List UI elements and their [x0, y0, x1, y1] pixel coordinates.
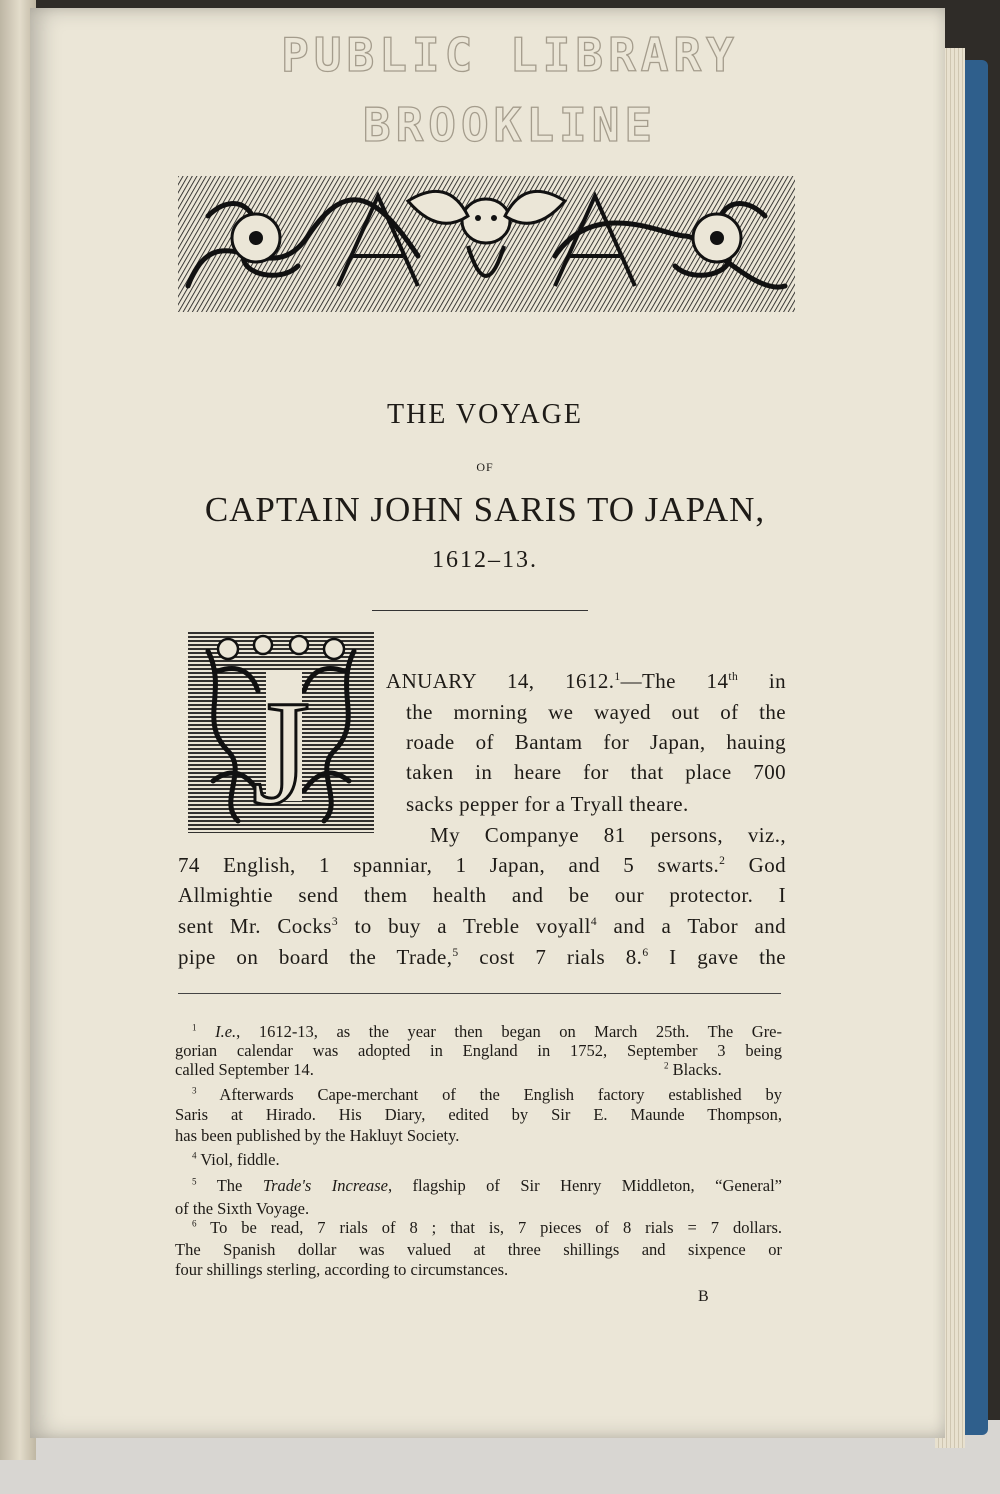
- footnote-1-line-2: gorian calendar was adopted in England in 1752, September 3 being: [175, 1041, 782, 1060]
- title-line-2: CAPTAIN JOHN SARIS TO JAPAN,: [204, 490, 766, 529]
- footnote-6-line-1: $^6$ To be read, 7 rials of 8 ; that is, 7 pieces of 8 rials = 7 dollars.: [192, 1218, 782, 1237]
- body-line-3: roade of Bantam for Japan, hauing: [406, 730, 786, 754]
- body-line-2: the morning we wayed out of the: [406, 700, 786, 724]
- footnote-rule: [178, 993, 781, 994]
- title-rule: [372, 610, 588, 611]
- title-of: OF: [476, 460, 494, 474]
- body-line-5: sacks pepper for a Tryall theare.: [406, 792, 689, 816]
- body-line-10: pipe on board the Trade,$^5$ cost 7 rials 8.$^6$ I gave the: [178, 945, 786, 969]
- body-line-8: Allmightie send them health and be our protector. I: [178, 883, 786, 907]
- footnote-3-line-2: Saris at Hirado. His Diary, edited by Sir E. Maunde Thompson,: [175, 1105, 782, 1124]
- initial-letter: J: [251, 670, 311, 833]
- body-line-1: ANUARY 14, 1612.$^1$—The 14th in: [386, 669, 786, 693]
- library-stamp-line-1: PUBLIC LIBRARY: [281, 28, 739, 82]
- footnote-6-line-2: The Spanish dollar was valued at three shillings and sixpence or: [175, 1240, 782, 1259]
- decorated-initial-j: [188, 631, 374, 833]
- footnote-4: $^4$ Viol, fiddle.: [192, 1150, 280, 1169]
- footnote-5-line-2: of the Sixth Voyage.: [175, 1199, 310, 1218]
- footnote-5-line-1: $^5$ The Trade's Increase, flagship of Sir Henry Middleton, “General”: [192, 1176, 782, 1195]
- footnote-3-line-3: has been published by the Hakluyt Society.: [175, 1126, 460, 1145]
- signature-mark: B: [698, 1288, 709, 1305]
- body-line-9: sent Mr. Cocks$^3$ to buy a Treble voyall$^4$ and a Tabor and: [178, 914, 786, 938]
- book-page: [30, 8, 945, 1438]
- footnote-1-line-3: called September 14.: [175, 1060, 314, 1079]
- footnote-3-line-1: $^3$ Afterwards Cape-merchant of the English factory established by: [192, 1085, 782, 1104]
- footnote-1-line-1: $^1$ I.e., 1612-13, as the year then began on March 25th. The Gre-: [192, 1022, 783, 1041]
- library-stamp-line-2: BROOKLINE: [362, 98, 658, 152]
- title-line-1: THE VOYAGE: [386, 399, 584, 430]
- title-date: 1612–13.: [432, 547, 538, 573]
- body-line-7: 74 English, 1 spanniar, 1 Japan, and 5 swarts.$^2$ God: [178, 853, 786, 877]
- footnote-6-line-3: four shillings sterling, according to circumstances.: [175, 1260, 509, 1279]
- ornamental-headpiece: [178, 176, 795, 312]
- body-line-6: My Companye 81 persons, viz.,: [430, 823, 786, 847]
- footnote-2: $^2$ Blacks.: [664, 1060, 722, 1079]
- body-line-4: taken in heare for that place 700: [406, 760, 786, 784]
